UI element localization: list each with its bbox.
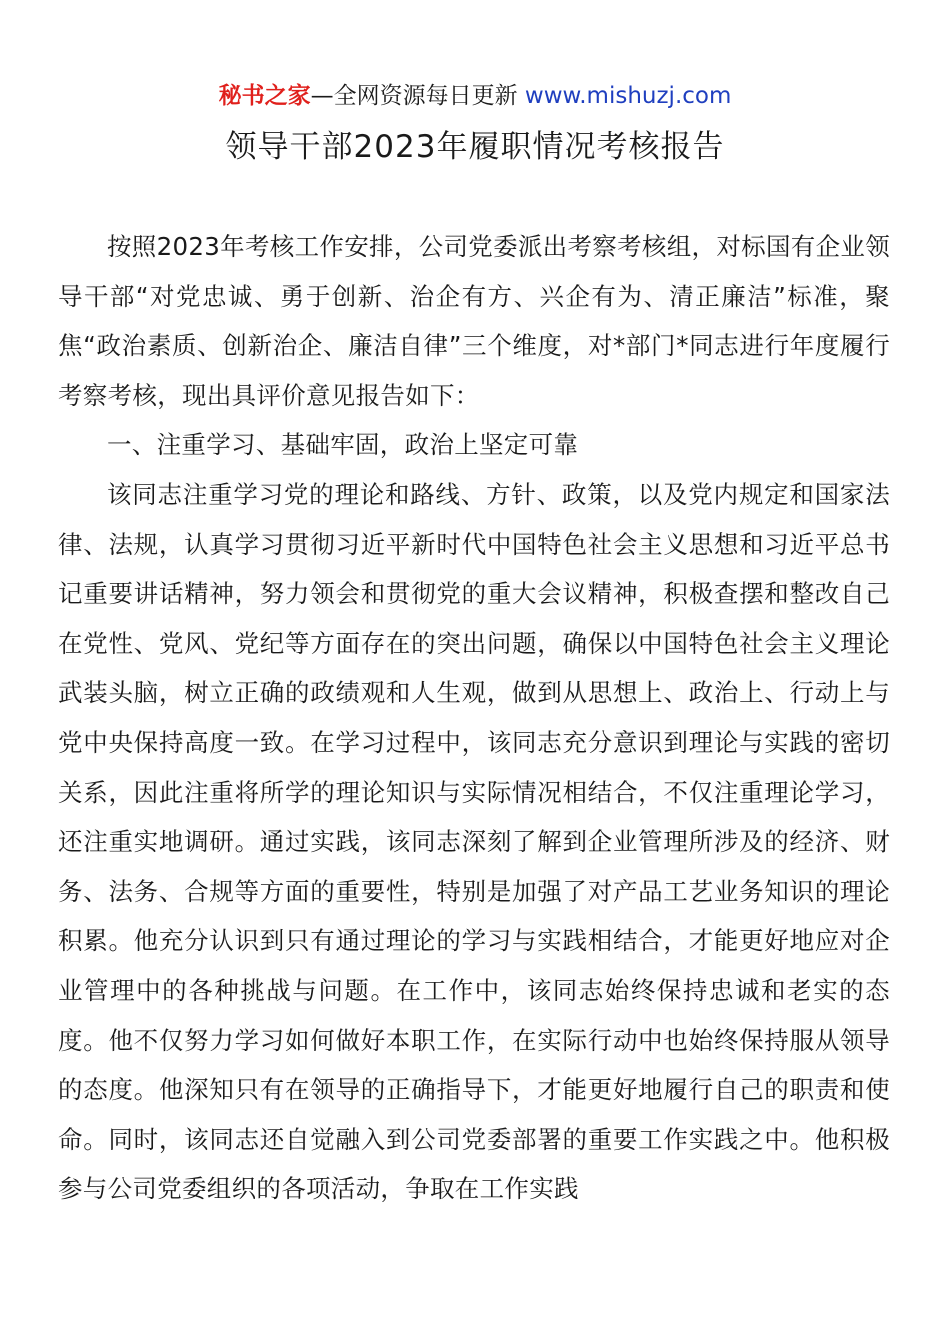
site-url-link[interactable]: www.mishuzj.com [524, 83, 732, 109]
site-tagline: —全网资源每日更新 [310, 83, 525, 109]
site-header [0, 80, 950, 112]
site-brand: 秘书之家 [218, 83, 311, 109]
document-title: 领导干部2023年履职情况考核报告 [225, 129, 725, 165]
intro-paragraph: 按照2023年考核工作安排，公司党委派出考察考核组，对标国有企业领导干部“对党忠诚、勇于创新、治企有方、兴企有为、清正廉洁”标准，聚焦“政治素质、创新治企、廉洁自律”三个维度，对*部门*同志进行年度履行考察考核，现出具评价意见报告如下： [58, 232, 890, 410]
document-body [58, 222, 890, 1214]
section-heading: 一、注重学习、基础牢固，政治上坚定可靠 [107, 430, 579, 460]
body-paragraph: 该同志注重学习党的理论和路线、方针、政策，以及党内规定和国家法律、法规，认真学习贯彻习近平新时代中国特色社会主义思想和习近平总书记重要讲话精神，努力领会和贯彻党的重大会议精神，积极查摆和整改自己在党性、党风、党纪等方面存在的突出问题，确保以中国特色社会主义理论武装头脑，树立正确的政绩观和人生观，做到从思想上、政治上、行动上与党中央保持高度一致。在学习过程中，该同志充分意识到理论与实践的密切关系，因此注重将所学的理论知识与实际情况相结合，不仅注重理论学习，还注重实地调研。通过实践，该同志深刻了解到企业管理所涉及的经济、财务、法务、合规等方面的重要性，特别是加强了对产品工艺业务知识的理论积累。他充分认识到只有通过理论的学习与实践相结合，才能更好地应对企业管理中的各种挑战与问题。在工作中，该同志始终保持忠诚和老实的态度。他不仅努力学习如何做好本职工作，在实际行动中也始终保持服从领导的态度。他深知只有在领导的正确指导下，才能更好地履行自己的职责和使命。同时，该同志还自觉融入到公司党委部署的重要工作实践之中。他积极参与公司党委组织的各项活动，争取在工作实践 [58, 479, 890, 1204]
